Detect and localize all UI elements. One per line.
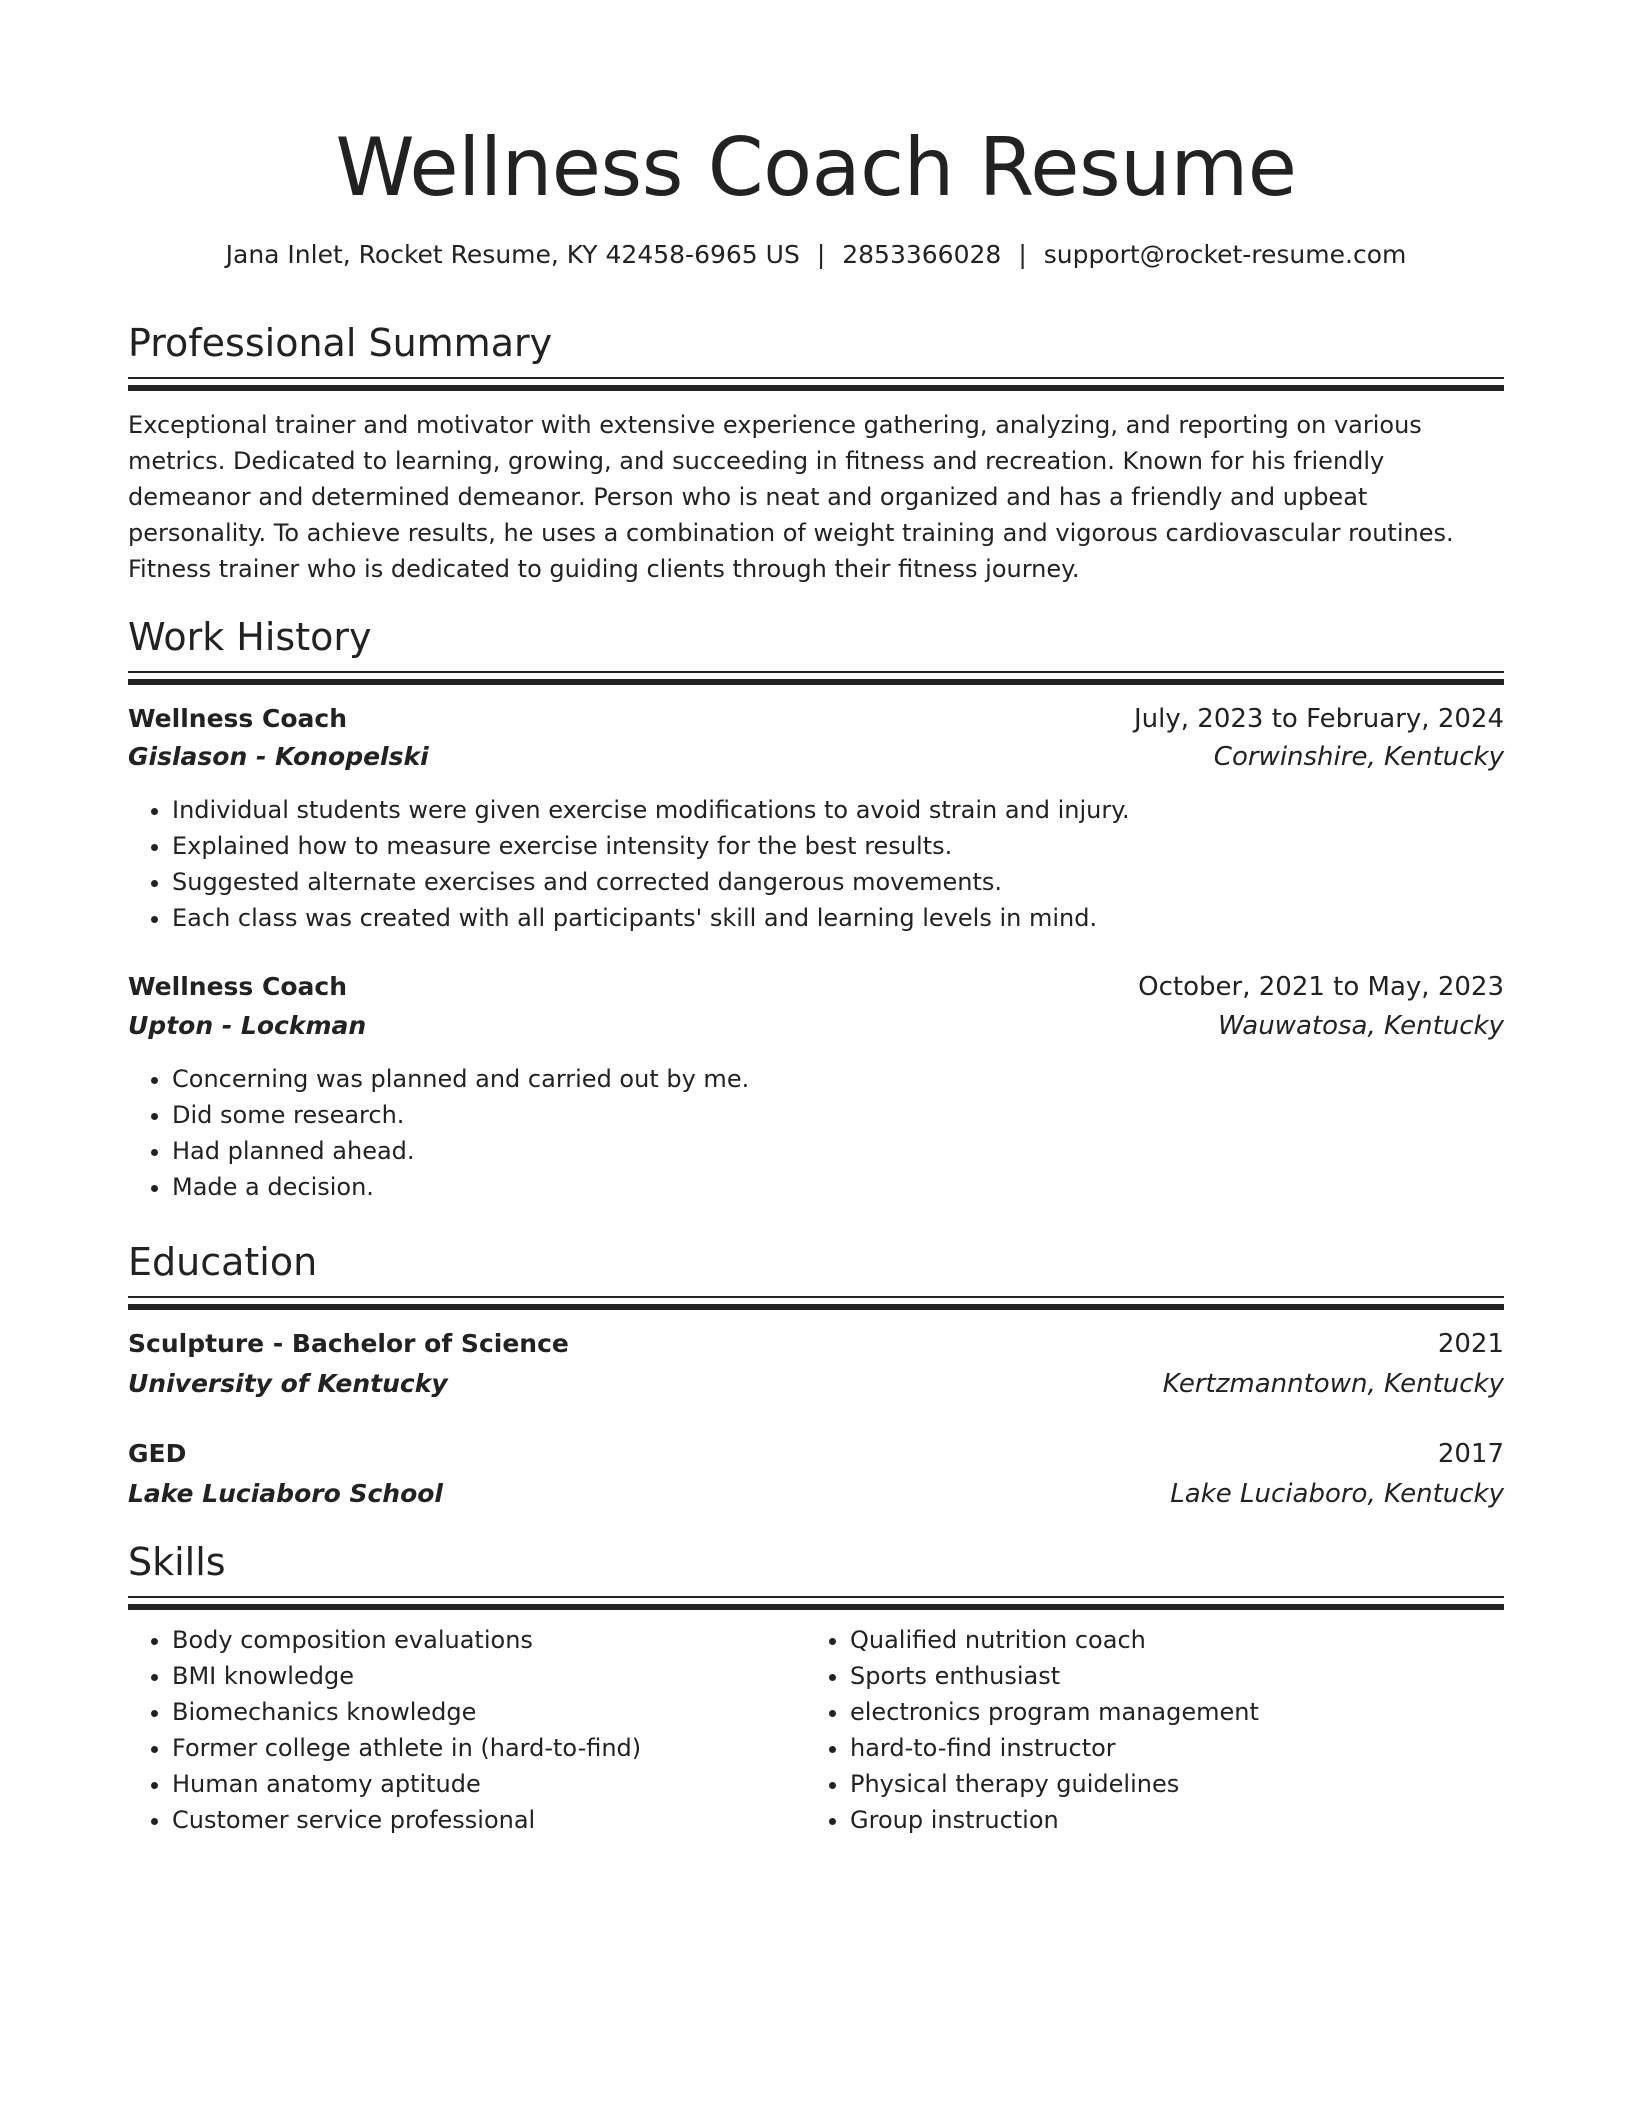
education-school: University of Kentucky [128,1369,448,1398]
job-bullets [128,1061,1502,1205]
resume-title: Wellness Coach Resume [335,121,1297,214]
skills-list-right [806,1622,1500,1838]
job-company: Upton - Lockman [128,1011,367,1040]
job-header [128,700,1504,738]
education-location: Lake Luciaboro, Kentucky [1170,1479,1504,1509]
list-item: • BMI knowledge [172,1658,802,1694]
summary-text: Exceptional trainer and motivator with extensive experience gathering, analyzing, and reporting on various metrics. Dedicated to learning, growing, and succeeding in fitness and recreation. Known for his friendly demeanor and determined demeanor. Person who is neat and organized and has a friendly and upbeat personality. To achieve results, he uses a combination of weight training and vigorous cardiovascular routines. Fitness trainer who is dedicated to guiding clients through their fitness journey. [128,411,1454,583]
education-degree: Sculpture - Bachelor of Science [128,1329,569,1358]
job-dates: July, 2023 to February, 2024 [1134,704,1504,734]
job-title: Wellness Coach [128,972,348,1001]
education-degree: GED [128,1439,187,1468]
section-title-skills: Skills [128,1540,226,1584]
contact-phone: 2853366028 [842,240,1002,269]
list-item: • Suggested alternate exercises and corrected dangerous movements. [172,864,1502,900]
list-item: • Body composition evaluations [172,1622,802,1658]
job-subheader [128,1007,1504,1045]
list-item: • Qualified nutrition coach [850,1622,1500,1658]
job-subheader [128,738,1504,776]
job-bullets [128,792,1502,936]
education-header [128,1325,1504,1363]
contact-line [0,237,1632,273]
contact-email: support@rocket-resume.com [1043,240,1407,269]
skills-list-left [128,1622,802,1838]
education-school: Lake Luciaboro School [128,1479,444,1508]
education-year: 2017 [1437,1439,1504,1469]
list-item: • electronics program management [850,1694,1500,1730]
list-item: • Physical therapy guidelines [850,1766,1500,1802]
job-dates: October, 2021 to May, 2023 [1138,972,1504,1002]
section-divider [128,671,1504,683]
list-item: • Concerning was planned and carried out by me. [172,1061,1502,1097]
list-item: • Biomechanics knowledge [172,1694,802,1730]
section-divider [128,1296,1504,1308]
contact-separator: | [1018,240,1027,269]
list-item: • Each class was created with all participants' skill and learning levels in mind. [172,900,1502,936]
list-item: • Individual students were given exercise modifications to avoid strain and injury. [172,792,1502,828]
list-item: • Did some research. [172,1097,1502,1133]
section-title-summary: Professional Summary [128,321,553,365]
list-item: • Sports enthusiast [850,1658,1500,1694]
section-divider [128,377,1504,389]
contact-separator: | [816,240,826,269]
section-divider [128,1596,1504,1608]
job-title: Wellness Coach [128,704,348,733]
list-item: • Had planned ahead. [172,1133,1502,1169]
education-subheader [128,1475,1504,1513]
job-header [128,968,1504,1006]
list-item: • Human anatomy aptitude [172,1766,802,1802]
list-item: • Customer service professional [172,1802,802,1838]
education-year: 2021 [1437,1329,1504,1359]
education-header [128,1435,1504,1473]
job-location: Corwinshire, Kentucky [1213,742,1504,772]
job-location: Wauwatosa, Kentucky [1217,1011,1504,1041]
section-title-work: Work History [128,615,372,659]
contact-address: Jana Inlet, Rocket Resume, KY 42458-6965 US [225,240,800,269]
education-location: Kertzmanntown, Kentucky [1162,1369,1504,1399]
list-item: • Former college athlete in (hard-to-find) [172,1730,802,1766]
section-title-education: Education [128,1240,318,1284]
education-subheader [128,1365,1504,1403]
list-item: • hard-to-find instructor [850,1730,1500,1766]
job-company: Gislason - Konopelski [128,742,429,771]
list-item: • Made a decision. [172,1169,1502,1205]
list-item: • Group instruction [850,1802,1500,1838]
list-item: • Explained how to measure exercise intensity for the best results. [172,828,1502,864]
